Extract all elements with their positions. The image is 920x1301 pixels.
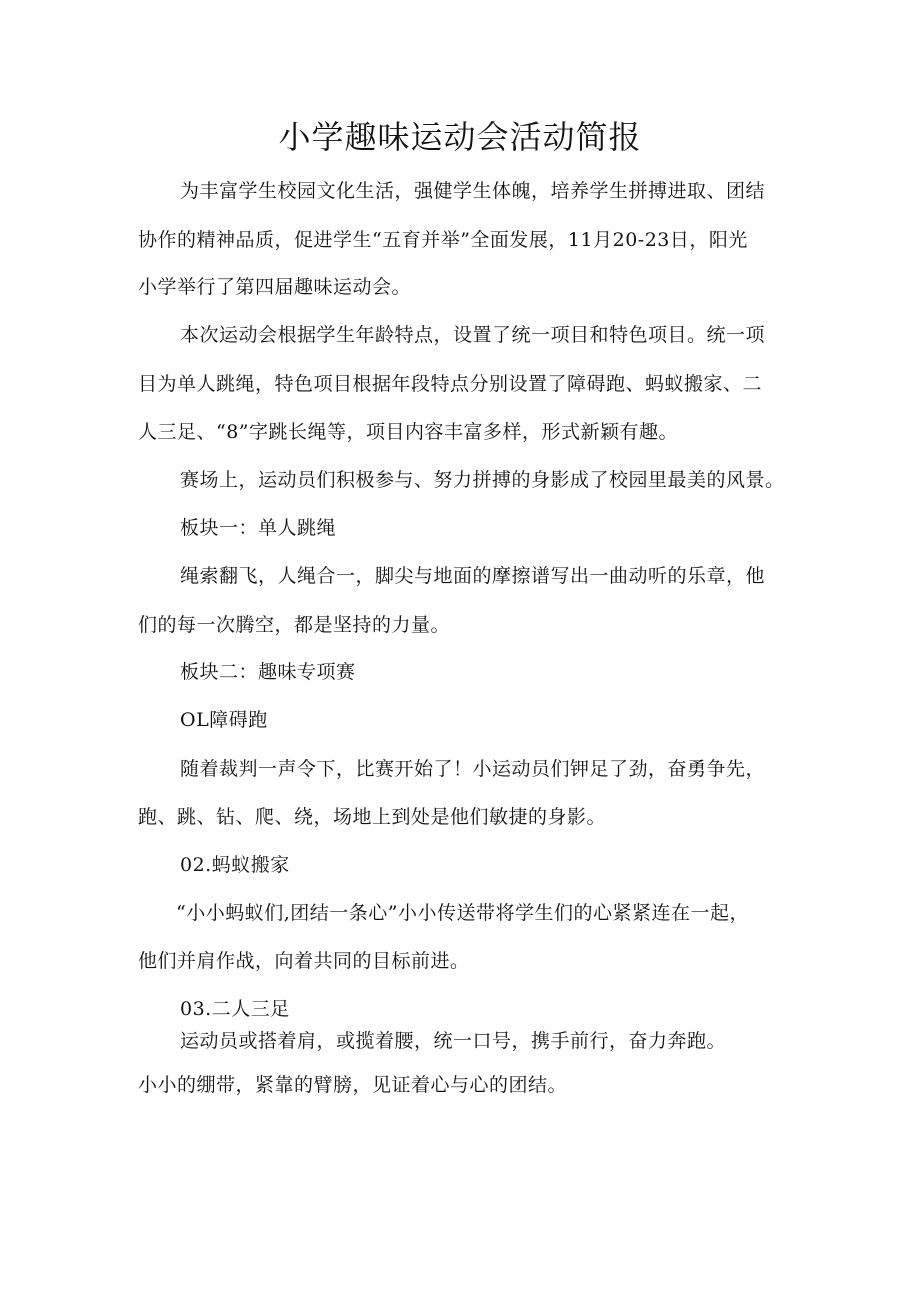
section-2-heading: 板块二：趣味专项赛 [180, 661, 356, 683]
item-3-heading: 03.二人三足 [180, 998, 290, 1020]
paragraph-5-line-1: 随着裁判一声令下，比赛开始了！小运动员们钾足了劲，奋勇争先， [180, 758, 766, 780]
document-title: 小学趣味运动会活动简报 [278, 118, 642, 156]
paragraph-1-line-2: 协作的精神品质，促进学生“五育并举”全面发展，11月20-23日，阳光 [138, 229, 748, 251]
item-2-heading: 02.蚂蚁搬家 [180, 854, 290, 876]
paragraph-3-line-1: 赛场上，运动员们积极参与、努力拼搏的身影成了校园里最美的风景。 [180, 469, 785, 491]
paragraph-6-line-2: 他们并肩作战，向着共同的目标前进。 [138, 950, 470, 972]
paragraph-2-line-3: 人三足、“8”字跳长绳等，项目内容丰富多样，形式新颖有趣。 [138, 421, 679, 443]
paragraph-7-line-1: 运动员或搭着肩，或揽着腰，统一口号，携手前行，奋力奔跑。 [180, 1030, 727, 1052]
paragraph-1-line-3: 小学举行了第四届趣味运动会。 [138, 276, 412, 298]
paragraph-2-line-2: 目为单人跳绳，特色项目根据年段特点分别设置了障碍跑、蚂蚁搬家、二 [138, 373, 763, 395]
item-1-heading: OL障碍跑 [180, 709, 268, 731]
paragraph-2-line-1: 本次运动会根据学生年龄特点，设置了统一项目和特色项目。统一项 [180, 324, 766, 346]
paragraph-4-line-2: 们的每一次腾空，都是坚持的力量。 [138, 614, 451, 636]
paragraph-1-line-1: 为丰富学生校园文化生活，强健学生体魄，培养学生拼搏进取、团结 [180, 180, 766, 202]
paragraph-7-line-2: 小小的绷带，紧靠的臂膀，见证着心与心的团结。 [138, 1074, 568, 1096]
paragraph-4-line-1: 绳索翻飞，人绳合一，脚尖与地面的摩擦谱写出一曲动听的乐章，他 [180, 565, 766, 587]
paragraph-6-line-1: “小小蚂蚁们,团结一条心”小小传送带将学生们的心紧紧连在一起， [176, 902, 749, 924]
section-1-heading: 板块一：单人跳绳 [180, 517, 337, 539]
paragraph-5-line-2: 跑、跳、钻、爬、绕，场地上到处是他们敏捷的身影。 [138, 806, 607, 828]
